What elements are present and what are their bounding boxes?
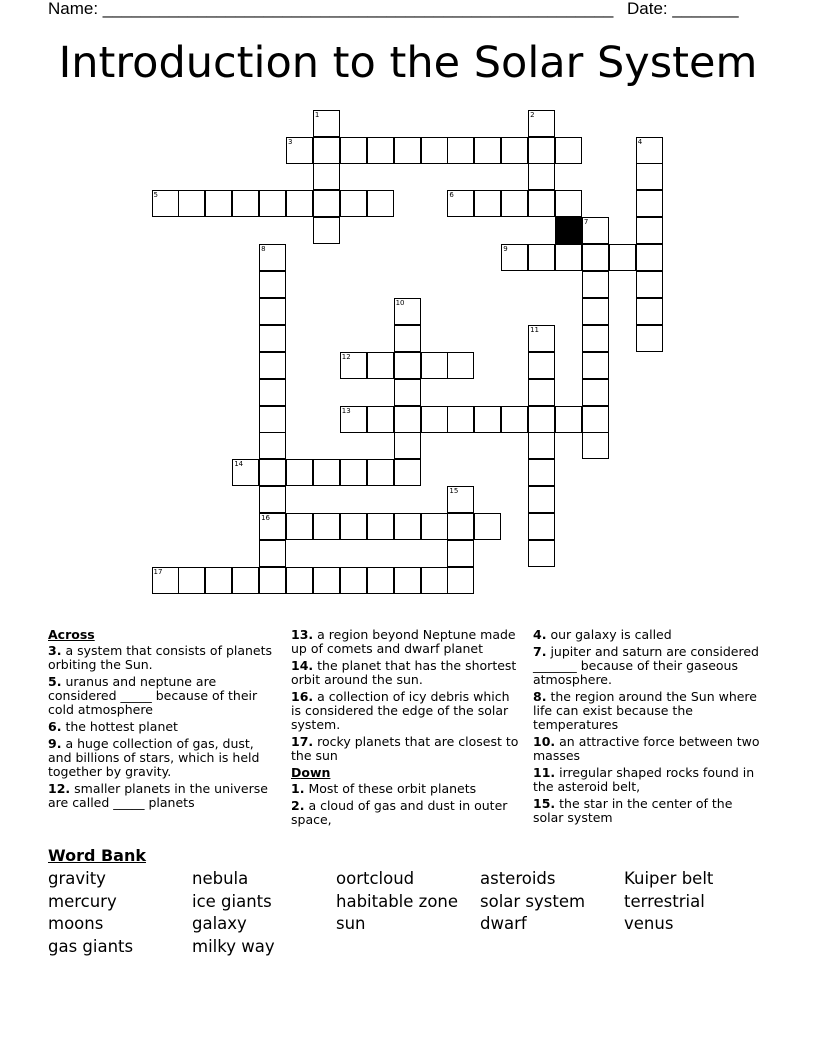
crossword-cell[interactable] (205, 190, 232, 217)
clue-number-label: 3 (288, 137, 293, 146)
crossword-cell[interactable] (528, 459, 555, 486)
crossword-cell[interactable] (421, 406, 448, 433)
crossword-cell[interactable] (474, 513, 501, 540)
clue-text: the star in the center of the solar system (533, 796, 733, 825)
clue-across-12 (48, 782, 280, 810)
clue-number: 13. (291, 627, 314, 642)
crossword-cell[interactable] (259, 325, 286, 352)
crossword-cell[interactable] (152, 567, 179, 594)
crossword-cell[interactable] (528, 540, 555, 567)
crossword-cell[interactable] (340, 406, 367, 433)
clue-down-8 (533, 690, 765, 732)
clue-down-7 (533, 645, 765, 687)
crossword-cell[interactable] (421, 137, 448, 164)
crossword-cell[interactable] (367, 513, 394, 540)
crossword-cell[interactable] (178, 190, 205, 217)
clue-number-label: 2 (530, 110, 535, 119)
name-field-label: Name: ______________________________________________________ (48, 0, 614, 18)
crossword-cell[interactable] (232, 567, 259, 594)
crossword-cell[interactable] (447, 352, 474, 379)
crossword-cell[interactable] (582, 217, 609, 244)
crossword-cell[interactable] (394, 432, 421, 459)
clue-text: our galaxy is called (550, 627, 672, 642)
clue-number: 4. (533, 627, 547, 642)
crossword-cell[interactable] (582, 298, 609, 325)
crossword-cell[interactable] (367, 567, 394, 594)
across-heading: Across (48, 627, 95, 642)
crossword-cell[interactable] (636, 137, 663, 164)
clue-down-2 (291, 799, 523, 827)
word-bank-list (48, 869, 768, 969)
crossword-cell[interactable] (447, 513, 474, 540)
word-bank-item: mercury (48, 891, 117, 911)
clue-across-16 (291, 690, 523, 732)
clue-down-4 (533, 628, 765, 642)
crossword-cell[interactable] (555, 244, 582, 271)
clue-across-3 (48, 644, 280, 672)
crossword-cell[interactable] (528, 163, 555, 190)
crossword-cell[interactable] (313, 459, 340, 486)
clue-number-label: 16 (261, 514, 271, 523)
crossword-cell[interactable] (501, 190, 528, 217)
crossword-black-cell (555, 217, 582, 244)
crossword-cell[interactable] (232, 459, 259, 486)
crossword-cell[interactable] (259, 459, 286, 486)
clue-text: irregular shaped rocks found in the asteroid belt, (533, 765, 755, 794)
crossword-cell[interactable] (259, 271, 286, 298)
clue-text: the planet that has the shortest orbit around the sun. (291, 658, 517, 687)
crossword-cell[interactable] (528, 513, 555, 540)
crossword-cell[interactable] (259, 486, 286, 513)
crossword-cell[interactable] (178, 567, 205, 594)
clue-number: 17. (291, 734, 314, 749)
clue-number-label: 9 (503, 245, 508, 254)
clue-text: a system that consists of planets orbiting the Sun. (48, 643, 273, 672)
clue-number: 15. (533, 796, 556, 811)
crossword-cell[interactable] (447, 486, 474, 513)
clue-number-label: 13 (341, 406, 351, 415)
word-bank-item: galaxy (192, 914, 247, 933)
word-bank-item: nebula (192, 869, 249, 888)
word-bank-item: gravity (48, 869, 106, 888)
clue-down-15 (533, 797, 765, 825)
crossword-cell[interactable] (636, 271, 663, 298)
word-bank-item: oortcloud (336, 869, 415, 888)
crossword-cell[interactable] (528, 244, 555, 271)
crossword-cell[interactable] (259, 244, 286, 271)
clue-number-label: 4 (637, 137, 643, 146)
crossword-cell[interactable] (582, 325, 609, 352)
crossword-cell[interactable] (286, 567, 313, 594)
crossword-cell[interactable] (313, 513, 340, 540)
crossword-cell[interactable] (555, 190, 582, 217)
clue-number: 5. (48, 674, 62, 689)
clue-number-label: 12 (341, 352, 351, 361)
clue-text: smaller planets in the universe are called _____ planets (48, 781, 268, 810)
crossword-cell[interactable] (367, 352, 394, 379)
crossword-cell[interactable] (259, 352, 286, 379)
crossword-cell[interactable] (394, 352, 421, 379)
crossword-cell[interactable] (340, 567, 367, 594)
clues-section (0, 628, 816, 838)
crossword-cell[interactable] (259, 432, 286, 459)
crossword-cell[interactable] (528, 432, 555, 459)
clue-number-label: 10 (395, 298, 405, 307)
word-bank-item: asteroids (480, 869, 556, 888)
clue-number: 6. (48, 719, 62, 734)
clue-number-label: 15 (449, 487, 459, 496)
clue-number-label: 6 (449, 191, 454, 200)
clue-number-label: 5 (153, 191, 158, 200)
crossword-cell[interactable] (636, 217, 663, 244)
clues-column-3 (533, 628, 765, 828)
clue-text: jupiter and saturn are considered _______ because of their gaseous atmosphere. (533, 644, 759, 687)
crossword-cell[interactable] (474, 190, 501, 217)
clue-number: 10. (533, 734, 556, 749)
crossword-cell[interactable] (313, 190, 340, 217)
clue-number-label: 14 (234, 460, 244, 469)
crossword-cell[interactable] (582, 406, 609, 433)
crossword-cell[interactable] (582, 379, 609, 406)
word-bank-item: dwarf (480, 914, 527, 933)
crossword-cell[interactable] (528, 406, 555, 433)
clue-across-13 (291, 628, 523, 656)
clue-text: uranus and neptune are considered _____ because of their cold atmosphere (48, 674, 258, 717)
clue-number-label: 11 (530, 325, 540, 334)
crossword-cell[interactable] (555, 137, 582, 164)
crossword-cell[interactable] (286, 513, 313, 540)
clue-number: 8. (533, 689, 547, 704)
crossword-cell[interactable] (394, 325, 421, 352)
word-bank-item: gas giants (48, 936, 134, 956)
crossword-cell[interactable] (340, 459, 367, 486)
crossword-cell[interactable] (205, 567, 232, 594)
crossword-cell[interactable] (528, 325, 555, 352)
word-bank (48, 846, 768, 969)
clue-text: rocky planets that are closest to the sun (291, 734, 519, 763)
crossword-cell[interactable] (286, 459, 313, 486)
clue-number-label: 8 (261, 245, 266, 254)
crossword-cell[interactable] (367, 137, 394, 164)
crossword-cell[interactable] (340, 137, 367, 164)
crossword-cell[interactable] (555, 406, 582, 433)
clues-column-2 (291, 628, 523, 830)
word-bank-title: Word Bank (48, 846, 147, 865)
clue-text: an attractive force between two masses (533, 734, 760, 763)
clue-text: the region around the Sun where life can exist because the temperatures (533, 689, 757, 732)
crossword-cell[interactable] (528, 110, 555, 137)
crossword-cell[interactable] (582, 271, 609, 298)
clue-text: a huge collection of gas, dust, and billions of stars, which is held together by gravity. (48, 736, 260, 779)
crossword-cell[interactable] (340, 352, 367, 379)
crossword-cell[interactable] (313, 163, 340, 190)
clue-text: a region beyond Neptune made up of comets and dwarf planet (291, 627, 516, 656)
crossword-cell[interactable] (232, 190, 259, 217)
clue-down-10 (533, 735, 765, 763)
crossword-cell[interactable] (528, 190, 555, 217)
crossword-cell[interactable] (447, 137, 474, 164)
clue-across-14 (291, 659, 523, 687)
crossword-cell[interactable] (394, 513, 421, 540)
crossword-cell[interactable] (394, 379, 421, 406)
clue-across-17 (291, 735, 523, 763)
crossword-cell[interactable] (259, 567, 286, 594)
crossword-cell[interactable] (286, 190, 313, 217)
clues-column-1 (48, 628, 280, 813)
clue-number: 7. (533, 644, 547, 659)
crossword-cell[interactable] (394, 137, 421, 164)
word-bank-item: moons (48, 914, 104, 933)
clue-number: 12. (48, 781, 71, 796)
word-bank-item: milky way (192, 936, 275, 956)
word-bank-item: Kuiper belt (624, 869, 714, 888)
word-bank-item: habitable zone (336, 891, 459, 911)
crossword-cell[interactable] (447, 567, 474, 594)
clue-text: a collection of icy debris which is considered the edge of the solar system. (291, 689, 510, 732)
clue-down-11 (533, 766, 765, 794)
word-bank-item: sun (336, 914, 366, 933)
clue-text: Most of these orbit planets (308, 781, 477, 796)
crossword-cell[interactable] (421, 352, 448, 379)
crossword-cell[interactable] (636, 298, 663, 325)
crossword-cell[interactable] (340, 190, 367, 217)
crossword-cell[interactable] (421, 513, 448, 540)
crossword-cell[interactable] (259, 379, 286, 406)
crossword-cell[interactable] (609, 244, 636, 271)
crossword-cell[interactable] (447, 540, 474, 567)
crossword-cell[interactable] (394, 406, 421, 433)
crossword-cell[interactable] (259, 190, 286, 217)
crossword-cell[interactable] (528, 137, 555, 164)
crossword-cell[interactable] (528, 486, 555, 513)
crossword-cell[interactable] (501, 137, 528, 164)
crossword-cell[interactable] (447, 406, 474, 433)
crossword-cell[interactable] (394, 459, 421, 486)
date-field-label: Date: _______ (627, 0, 739, 18)
clue-across-9 (48, 737, 280, 779)
crossword-cell[interactable] (313, 217, 340, 244)
clue-number: 2. (291, 798, 305, 813)
crossword-cell[interactable] (259, 540, 286, 567)
clue-number: 11. (533, 765, 556, 780)
clue-number-label: 1 (314, 110, 320, 119)
crossword-cell[interactable] (474, 406, 501, 433)
crossword-cell[interactable] (367, 406, 394, 433)
crossword-cell[interactable] (636, 325, 663, 352)
page-title: Introduction to the Solar System (58, 38, 758, 88)
clue-across-6 (48, 720, 280, 734)
crossword-cell[interactable] (421, 567, 448, 594)
crossword-cell[interactable] (259, 513, 286, 540)
clue-text: a cloud of gas and dust in outer space, (291, 798, 508, 827)
crossword-cell[interactable] (313, 137, 340, 164)
crossword-cell[interactable] (582, 244, 609, 271)
clue-across-5 (48, 675, 280, 717)
clue-number: 9. (48, 736, 62, 751)
clue-number: 16. (291, 689, 314, 704)
crossword-cell[interactable] (474, 137, 501, 164)
crossword-cell[interactable] (152, 190, 179, 217)
crossword-cell[interactable] (394, 567, 421, 594)
crossword-cell[interactable] (636, 244, 663, 271)
clue-text: the hottest planet (65, 719, 178, 734)
crossword-cell[interactable] (582, 432, 609, 459)
clue-number: 14. (291, 658, 314, 673)
crossword-cell[interactable] (636, 163, 663, 190)
crossword-cell[interactable] (367, 459, 394, 486)
down-heading: Down (291, 765, 331, 780)
crossword-cell[interactable] (501, 406, 528, 433)
crossword-cell[interactable] (340, 513, 367, 540)
word-bank-item: ice giants (192, 891, 272, 911)
crossword-cell[interactable] (528, 352, 555, 379)
crossword-cell[interactable] (447, 190, 474, 217)
crossword-cell[interactable] (394, 298, 421, 325)
crossword-cell[interactable] (582, 352, 609, 379)
clue-number: 3. (48, 643, 62, 658)
crossword-cell[interactable] (636, 190, 663, 217)
word-bank-item: terrestrial (624, 891, 705, 911)
clue-number-label: 7 (583, 218, 589, 227)
crossword-cell[interactable] (367, 190, 394, 217)
clue-number: 1. (291, 781, 305, 796)
crossword-cell[interactable] (259, 406, 286, 433)
crossword-cell[interactable] (528, 379, 555, 406)
clue-down-1 (291, 782, 523, 796)
crossword-cell[interactable] (286, 137, 313, 164)
word-bank-item: venus (624, 914, 674, 933)
crossword-cell[interactable] (313, 567, 340, 594)
crossword-cell[interactable] (259, 298, 286, 325)
word-bank-item: solar system (480, 891, 586, 911)
clue-number-label: 17 (153, 567, 163, 576)
crossword-cell[interactable] (501, 244, 528, 271)
crossword-cell[interactable] (313, 110, 340, 137)
